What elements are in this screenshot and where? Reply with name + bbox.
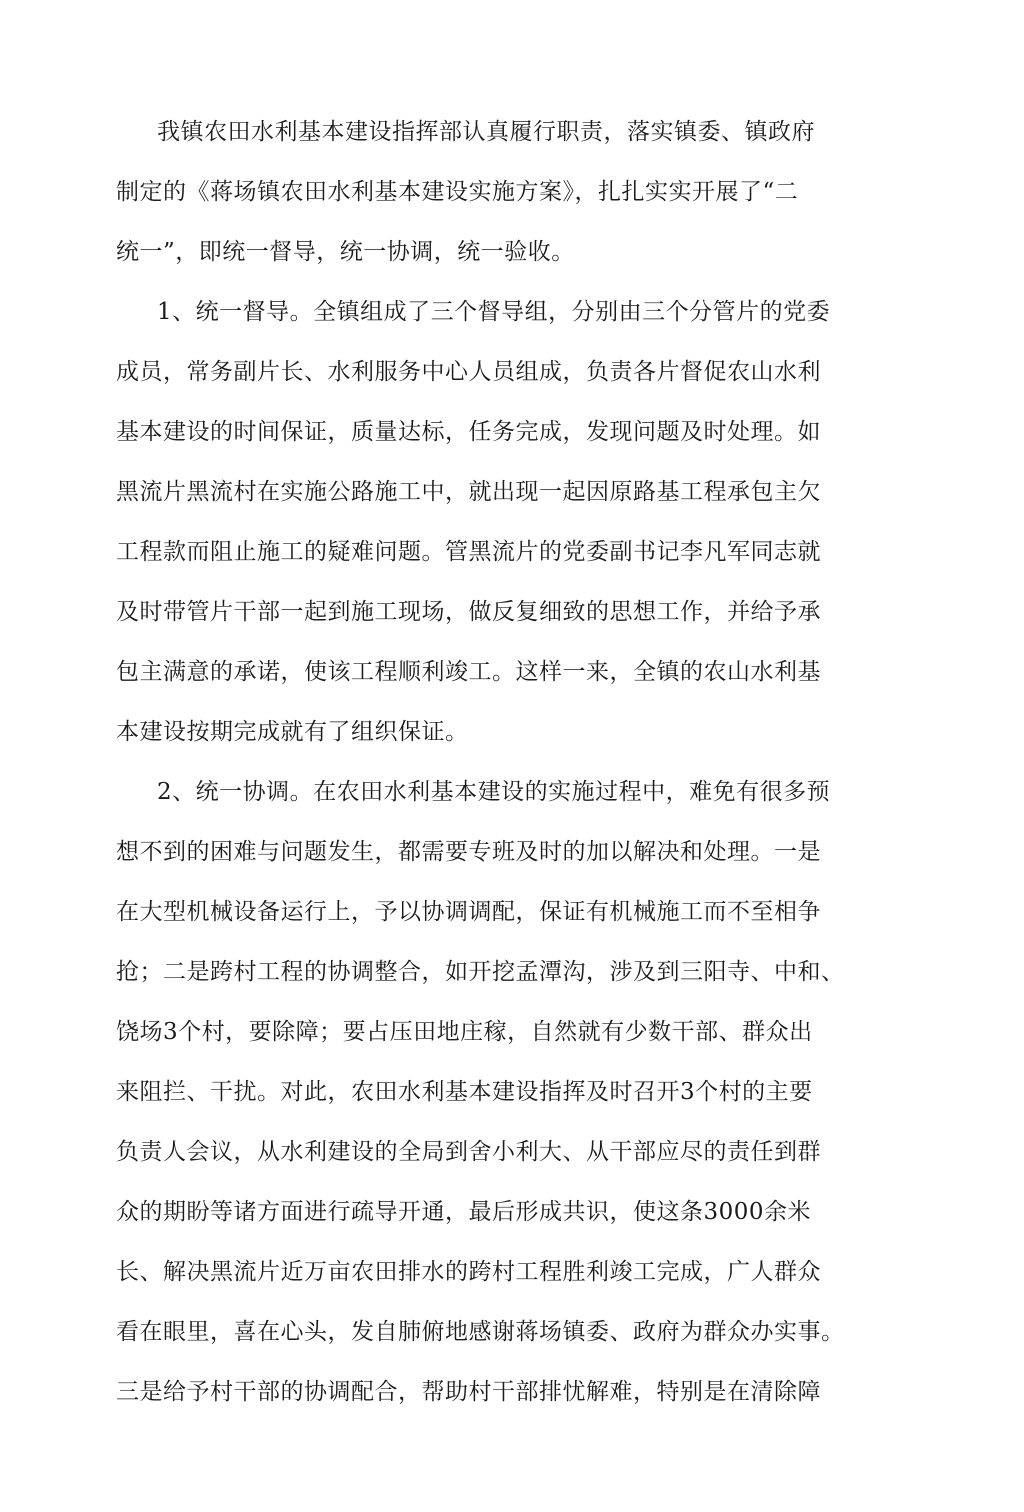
paragraph-line: 三是给予村干部的协调配合，帮助村干部排忧解难，特别是在清除障 [116,1379,821,1405]
paragraph-line: 统一”，即统一督导，统一协调，统一验收。 [116,239,575,265]
paragraph-line: 长、解决黑流片近万亩农田排水的跨村工程胜利竣工完成，广人群众 [116,1259,821,1285]
paragraph-line: 饶场3个村，要除障；要占压田地庄稼，自然就有少数干部、群众出 [116,1019,813,1045]
paragraph-line: 本建设按期完成就有了组织保证。 [116,719,469,745]
paragraph-line: 负责人会议，从水利建设的全局到舍小利大、从干部应尽的责任到群 [116,1139,821,1165]
paragraph-line: 黑流片黑流村在实施公路施工中，就出现一起因原路基工程承包主欠 [116,479,821,505]
paragraph-line: 想不到的困难与问题发生，都需要专班及时的加以解决和处理。一是 [116,839,821,865]
paragraph-line: 制定的《蒋场镇农田水利基本建设实施方案》，扎扎实实开展了“二 [116,179,799,205]
paragraph-line: 工程款而阻止施工的疑难问题。管黑流片的党委副书记李凡军同志就 [116,539,821,565]
paragraph-line: 众的期盼等诸方面进行疏导开通，最后形成共识，使这条3000余米 [116,1199,812,1225]
paragraph-line: 成员，常务副片长、水利服务中心人员组成，负责各片督促农山水利 [116,359,821,385]
paragraph-line: 1、统一督导。全镇组成了三个督导组，分别由三个分管片的党委 [157,299,831,325]
paragraph-line: 2、统一协调。在农田水利基本建设的实施过程中，难免有很多预 [157,779,831,805]
paragraph-line: 来阻拦、干扰。对此，农田水利基本建设指挥及时召开3个村的主要 [116,1079,813,1105]
paragraph-line: 基本建设的时间保证，质量达标，任务完成，发现问题及时处理。如 [116,419,821,445]
paragraph-line: 看在眼里，喜在心头，发自肺俯地感谢蒋场镇委、政府为群众办实事。 [116,1319,845,1345]
paragraph-line: 包主满意的承诺，使该工程顺利竣工。这样一来，全镇的农山水利基 [116,659,821,685]
paragraph-line: 抢；二是跨村工程的协调整合，如开挖孟潭沟，涉及到三阳寺、中和、 [116,959,845,985]
paragraph-line: 及时带管片干部一起到施工现场，做反复细致的思想工作，并给予承 [116,599,821,625]
paragraph-line: 我镇农田水利基本建设指挥部认真履行职责，落实镇委、镇政府 [157,119,815,145]
paragraph-line: 在大型机械设备运行上，予以协调调配，保证有机械施工而不至相争 [116,899,821,925]
